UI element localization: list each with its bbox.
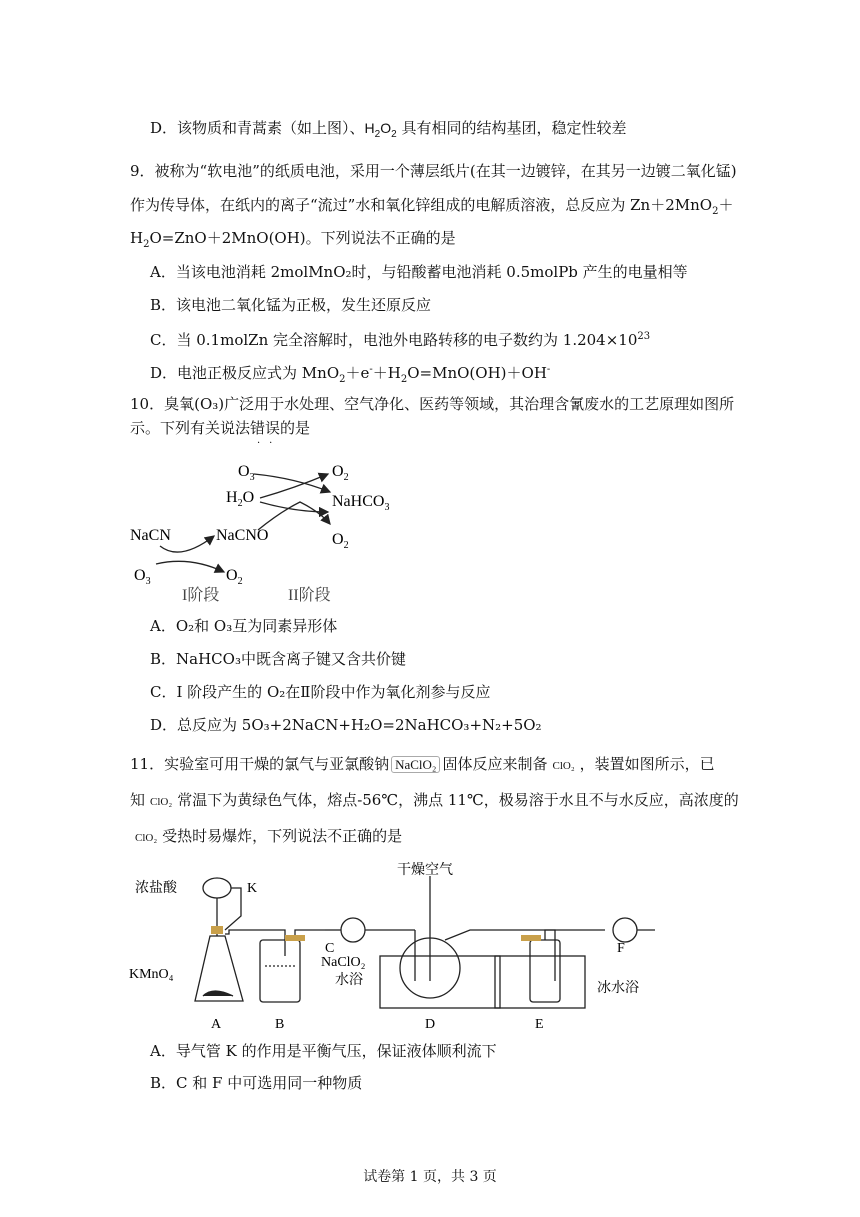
q10-option-c: C．Ⅰ 阶段产生的 O₂在Ⅱ阶段中作为氧化剂参与反应	[150, 683, 491, 701]
q9-option-b: B．该电池二氧化锰为正极，发生还原反应	[150, 296, 432, 314]
naclo2-formula-box: NaClO₂	[391, 756, 440, 773]
emphasis-dots: ··	[257, 438, 282, 449]
arrow-o3-to-nahco3	[254, 474, 330, 492]
label-conc-hcl: 浓盐酸	[135, 881, 177, 896]
arrow-h2o-to-nahco3	[260, 502, 328, 512]
label-e: E	[535, 1017, 544, 1032]
label-kmno4: KMnO₄	[129, 967, 174, 982]
arrow-nacno-to-products	[258, 502, 330, 530]
label-o3-top: $O_3$	[238, 463, 255, 483]
q11-option-b: B．C 和 F 中可选用同一种物质	[150, 1074, 363, 1092]
label-f: F	[617, 941, 625, 956]
label-nahco3: NaHCO$_3$	[332, 493, 390, 513]
arrow-to-o2	[260, 474, 328, 498]
q10-stem-line1: 10．臭氧(O₃)广泛用于水处理、空气净化、医药等领域，其治理含氰废水的工艺原理如图所	[130, 395, 735, 413]
q10-stem-line2: 示。下列有关说法错误的是	[130, 419, 311, 437]
arrow-o3-to-o2	[156, 561, 224, 572]
label-o3-bottom: $O_3$	[134, 567, 151, 587]
q11-stem-line3: ClO₂ 受热时易爆炸，下列说法不正确的是	[135, 827, 403, 845]
label-naclo2-app: NaClO₂	[321, 955, 366, 970]
q9-option-a: A．当该电池消耗 2molMnO₂时，与铅酸蓄电池消耗 0.5molPb 产生的电量相等	[150, 263, 688, 281]
label-b: B	[275, 1017, 285, 1032]
page-footer: 试卷第 1 页，共 3 页	[363, 1169, 497, 1185]
label-dry-air: 干燥空气	[397, 863, 453, 878]
label-o2-top: $O_2$	[332, 463, 349, 483]
q9-stem-line3: $H_2O=ZnO+2MnO(OH)$。下列说法不正确的是	[130, 229, 456, 250]
q11-stem-line2: 知 ClO₂ 常温下为黄绿色气体，熔点-56℃，沸点 11℃，极易溶于水且不与水反应，高浓度的	[130, 791, 739, 809]
q10-option-d: D．总反应为 5O₃+2NaCN+H₂O=2NaHCO₃+N₂+5O₂	[150, 716, 542, 734]
label-stage-2: II阶段	[288, 587, 331, 604]
q9-option-c: C．当 0.1molZn 完全溶解时，电池外电路转移的电子数约为 $1.204\times 10^{23}$	[150, 331, 651, 349]
ozone-process-diagram	[120, 452, 420, 612]
q10-option-b: B．NaHCO₃中既含离子键又含共价键	[150, 650, 406, 668]
q9-stem-line2: 作为传导体，在纸内的离子“流过”水和氧化锌组成的电解质溶液，总反应为 Zn＋2MnO$_2$＋	[130, 196, 734, 217]
label-o2-stage1: $O_2$	[226, 567, 243, 587]
apparatus-diagram	[125, 856, 665, 1036]
label-water-bath: 水浴	[335, 973, 363, 988]
label-nacno: NaCNO	[216, 527, 269, 544]
q9-stem-line1: 9．被称为“软电池”的纸质电池，采用一个薄层纸片(在其一边镀锌，在其另一边镀二氧化锰)	[130, 162, 737, 180]
q8-option-d: D．该物质和青蒿素（如上图）、$H_2O_2$ 具有相同的结构基团，稳定性较差	[150, 119, 627, 140]
q11-option-a: A．导气管 K 的作用是平衡气压，保证液体顺利流下	[150, 1042, 497, 1060]
label-c: C	[325, 941, 335, 956]
label-o2-bottom: $O_2$	[332, 531, 349, 551]
label-k: K	[247, 881, 258, 896]
q10-option-a: A．O₂和 O₃互为同素异形体	[150, 617, 338, 635]
q11-stem-line1: 11．实验室可用干燥的氯气与亚氯酸钠 NaClO₂ 固体反应来制备 ClO₂ ，装置如图所示，已	[130, 755, 715, 773]
label-nacn: NaCN	[130, 527, 171, 544]
label-a: A	[211, 1017, 222, 1032]
q9-option-d: D．电池正极反应式为 $MnO_2+e^-+H_2O=MnO(OH)+OH^-$	[150, 364, 551, 385]
label-h2o: $H_2O$	[226, 489, 255, 509]
label-ice-bath: 冰水浴	[597, 981, 639, 996]
label-d: D	[425, 1017, 436, 1032]
label-stage-1: I阶段	[182, 587, 220, 604]
